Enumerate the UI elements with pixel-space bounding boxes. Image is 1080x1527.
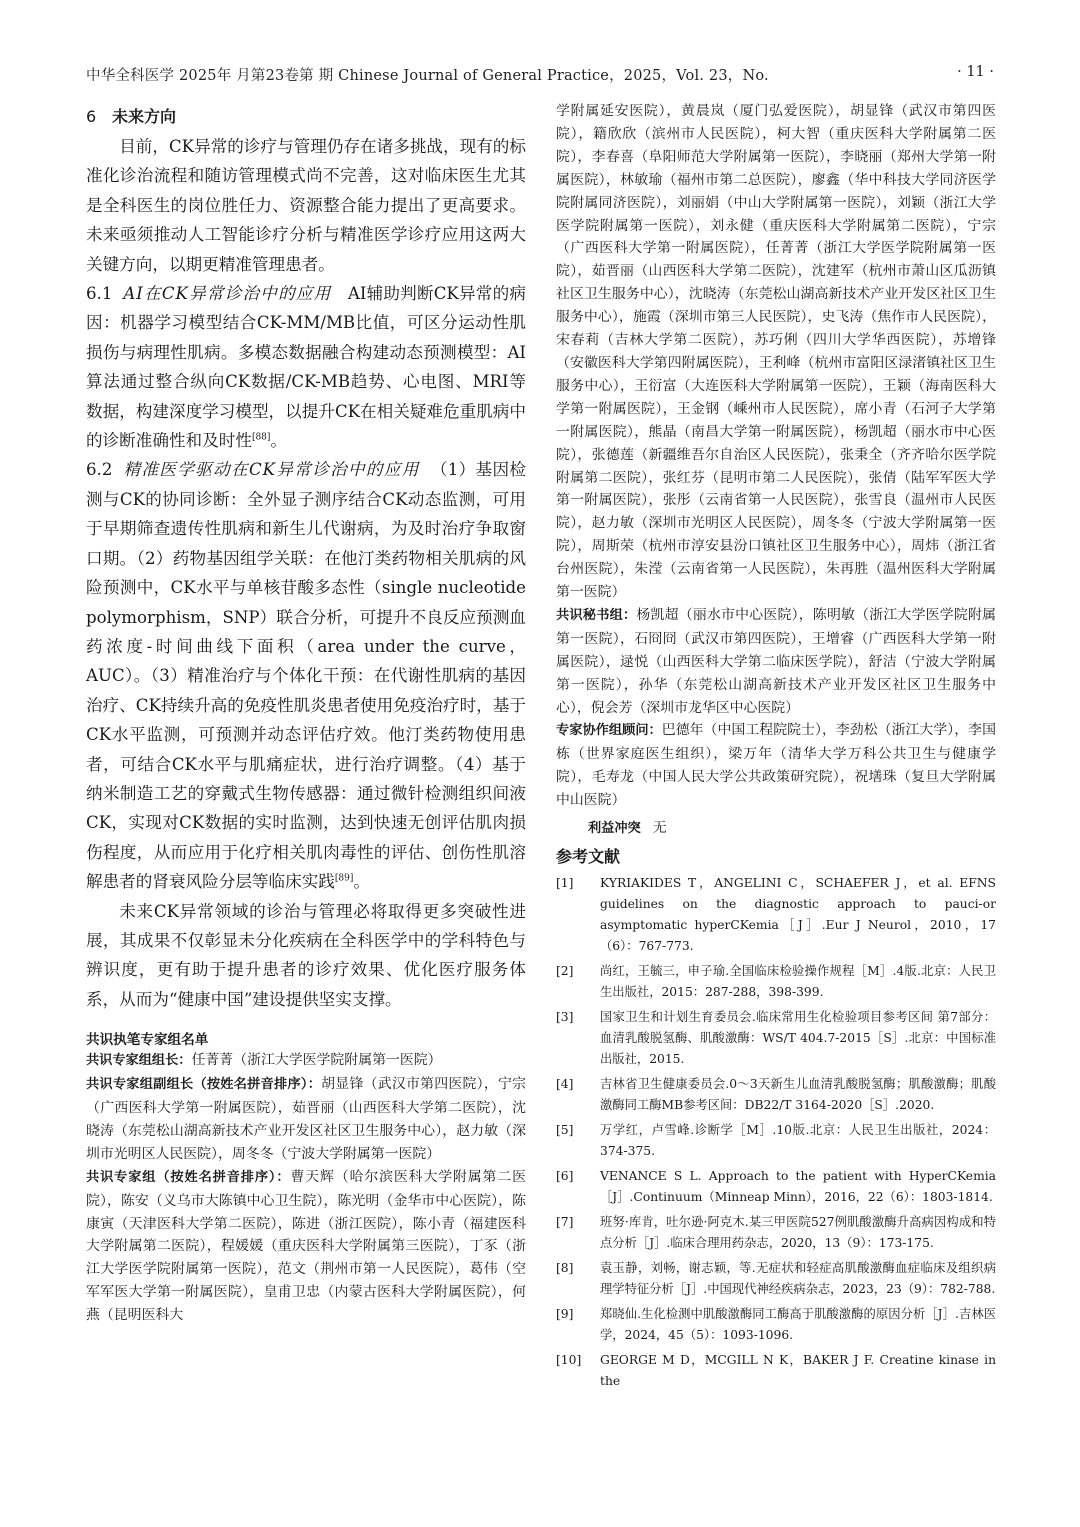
section-6-number: 6 [86, 107, 97, 126]
section-6-2-number: 6.2 [86, 460, 113, 480]
section-6-1-text: AI辅助判断CK异常的病因：机器学习模型结合CK-MM/MB比值，可区分运动性肌损伤与病理性肌病。多模态数据融合构建动态预测模型：AI算法通过整合纵向CK数据/CK-MB趋势、心电图、MRI等数据，构建深度学习模型，以提升CK在相关疑难危重肌病中的诊断准确性和及时性 [86, 284, 526, 451]
section-6-2-paragraph [86, 455, 526, 896]
conflict-label: 利益冲突 [588, 821, 641, 837]
reference-item [556, 1350, 996, 1392]
authors-block [86, 1049, 526, 1327]
authors-members-continued: 学附属延安医院），黄晨岚（厦门弘爱医院），胡显锋（武汉市第四医院），籍欣欣（滨州市人民医院），柯大智（重庆医科大学附属第二医院），李春喜（阜阳师范大学附属第一医院），李晓丽（郑州大学第一附属医院），林敏瑜（福州市第二总医院），廖鑫（华中科技大学同济医学院附属同济医院），刘丽娟（中山大学附属第一医院），刘颖（浙江大学医学院附属第一医院），刘永健（重庆医科大学附属第二医院），宁宗（广西医科大学第一附属医院），任菁菁（浙江大学医学院附属第一医院），茹晋丽（山西医科大学第二医院），沈建军（杭州市萧山区瓜沥镇社区卫生服务中心），沈晓涛（东莞松山湖高新技术产业开发区社区卫生服务中心），施霞（深圳市第三人民医院），史飞涛（焦作市人民医院），宋春莉（吉林大学第二医院），苏巧俐（四川大学华西医院），苏增锋（安徽医科大学第四附属医院），王利峰（杭州市富阳区渌渚镇社区卫生服务中心），王衍富（大连医科大学附属第一医院），王颖（海南医科大学第一附属医院），王金钢（嵊州市人民医院），席小青（石河子大学第一附属医院），熊晶（南昌大学第一附属医院），杨凯超（丽水市中心医院），张德莲（新疆维吾尔自治区人民医院），张秉全（齐齐哈尔医学院附属第二医院），张红芬（昆明市第二人民医院），张倩（陆军军医大学第一附属医院），张彤（云南省第一人民医院），张雪良（温州市人民医院），赵力敏（深圳市光明区人民医院），周冬冬（宁波大学附属第一医院），周斯荣（杭州市淳安县汾口镇社区卫生服务中心），周炜（浙江省台州医院），朱滢（云南省第一人民医院），朱再胜（温州医科大学附属第一医院） [556, 103, 996, 601]
authors-members-value-left: 曹天辉（哈尔滨医科大学附属第二医院），陈安（义乌市大陈镇中心卫生院），陈光明（金华市中心医院），陈康寅（天津医科大学第二医院），陈进（浙江医院），陈小青（福建医科大学附属第二医院），程媛媛（重庆医科大学附属第三医院），丁豕（浙江大学医学院附属第一医院），范文（荆州市第一人民医院），葛伟（空军军医大学第一附属医院），皇甫卫忠（内蒙古医科大学附属医院），何燕（昆明医科大 [86, 1168, 526, 1324]
reference-text: 尚红，王毓三，申子瑜.全国临床检验操作规程［M］.4版.北京：人民卫生出版社，2015：287-288，398-399. [600, 964, 996, 1000]
section-6-2-text: （1）基因检测与CK的协同诊断：全外显子测序结合CK动态监测，可用于早期筛查遗传性肌病和新生儿代谢病，为及时治疗争取窗口期。（2）药物基因组学关联：在他汀类药物相关肌病的风险预测中，CK水平与单核苷酸多态性（single nucleotide polymorphism，SNP）联合分析，可提升不良反应预测血药浓度-时间曲线下面积（area under the curve，AUC）。（3）精准治疗与个体化干预：在代谢性肌病的基因治疗、CK持续升高的免疫性肌炎患者使用免疫治疗时，基于CK水平监测，可预测并动态评估疗效。他汀类药物使用患者，可结合CK水平与肌痛症状，进行治疗调整。（4）基于纳米制造工艺的穿戴式生物传感器：通过微针检测组织间液CK，实现对CK数据的实时监测，达到快速无创评估肌肉损伤程度，从而应用于化疗相关肌肉毒性的评估、创伤性肌溶解患者的肾衰风险分层等临床实践 [86, 460, 526, 892]
reference-number: [7] [556, 1215, 574, 1230]
reference-text: KYRIAKIDES T，ANGELINI C，SCHAEFER J，et al. EFNS guidelines on the diagnostic approach to pauci-or asymptomatic hyperCKemia［J］.Eur J Neurol，2010，17（6）：767-773. [600, 876, 996, 954]
reference-number: [1] [556, 876, 574, 891]
section-6-closing: 未来CK异常领域的诊治与管理必将取得更多突破性进展，其成果不仅彰显未分化疾病在全科医学中的学科特色与辨识度，更有助于提升患者的诊疗效果、优化医疗服务体系，从而为“健康中国”建设提供坚实支撑。 [86, 901, 526, 1009]
reference-number: [8] [556, 1261, 574, 1276]
journal-citation: 中华全科医学 2025年 月第23卷第 期 Chinese Journal of General Practice，2025，Vol. 23，No. [86, 68, 769, 84]
reference-item [556, 1120, 996, 1162]
reference-text: 班努·库肯，吐尔逊·阿克木.某三甲医院527例肌酸激酶升高病因构成和特点分析［J］.临床合理用药杂志，2020，13（9）：173-175. [600, 1215, 996, 1251]
conflict-of-interest [588, 816, 996, 836]
authors-members-label: 共识专家组（按姓名拼音排序）： [86, 1169, 291, 1185]
page-number: · 11 · [957, 64, 994, 80]
section-6-title: 未来方向 [112, 107, 177, 126]
reference-item [556, 1212, 996, 1254]
reference-text: GEORGE M D，MCGILL N K，BAKER J F. Creatine kinase in the [600, 1353, 996, 1389]
section-6-1-title: AI在CK异常诊治中的应用 [123, 284, 332, 304]
section-6-2-title: 精准医学驱动在CK异常诊治中的应用 [123, 460, 420, 480]
authors-members [86, 1166, 526, 1327]
reference-text: VENANCE S L. Approach to the patient with HyperCKemia［J］.Continuum（Minneap Minn），2016，22（6）：1803-1814. [600, 1169, 996, 1205]
reference-item [556, 961, 996, 1003]
conflict-value: 无 [652, 820, 667, 837]
authors-advisor [556, 719, 996, 812]
left-column [86, 100, 526, 1327]
reference-text: 国家卫生和计划生育委员会.临床常用生化检验项目参考区间 第7部分：血清乳酸脱氢酶、肌酸激酶：WS/T 404.7-2015［S］.北京：中国标准出版社，2015. [600, 1010, 996, 1067]
reference-text: 万学红，卢雪峰.诊断学［M］.10版.北京：人民卫生出版社，2024：374-375. [600, 1123, 996, 1159]
authors-secretary-value: 杨凯超（丽水市中心医院），陈明敏（浙江大学医学院附属第一医院），石冏冏（武汉市第四医院），王增睿（广西医科大学第一附属医院），逯悦（山西医科大学第二临床医学院），舒洁（宁波大学附属第一医院），孙华（东莞松山湖高新技术产业开发区社区卫生服务中心），倪会芳（深圳市龙华区中心医院） [556, 606, 996, 716]
reference-text: 吉林省卫生健康委员会.0～3天新生儿血清乳酸脱氢酶；肌酸激酶；肌酸激酶同工酶MB参考区间：DB22/T 3164-2020［S］.2020. [600, 1077, 996, 1113]
authors-block-continued [556, 100, 996, 812]
authors-advisor-label: 专家协作组顾问： [556, 723, 662, 739]
reference-text: 郑晓仙.生化检测中肌酸激酶同工酶高于肌酸激酶的原因分析［J］.吉林医学，2024，45（5）：1093-1096. [600, 1307, 996, 1343]
reference-number: [3] [556, 1010, 574, 1025]
citation-89[interactable]: [89] [334, 873, 354, 884]
reference-number: [9] [556, 1307, 574, 1322]
reference-item [556, 1074, 996, 1116]
authors-leader-value: 任菁菁（浙江大学医学院附属第一医院） [191, 1052, 442, 1069]
authors-advisor-value: 巴德年（中国工程院院士），李劲松（浙江大学），李国栋（世界家庭医生组织），梁万年（清华大学万科公共卫生与健康学院），毛寿龙（中国人民大学公共政策研究院），祝墡珠（复旦大学附属中山医院） [556, 722, 996, 809]
reference-number: [5] [556, 1123, 574, 1138]
section-6-1-number: 6.1 [86, 284, 113, 304]
section-6-heading [86, 104, 526, 127]
reference-item [556, 1304, 996, 1346]
reference-item [556, 1258, 996, 1300]
reference-number: [10] [556, 1353, 582, 1368]
reference-text: 袁玉静，刘畅，谢志颖，等.无症状和轻症高肌酸激酶血症临床及组织病理学特征分析［J］.中国现代神经疾病杂志，2023，23（9）：782-788. [600, 1261, 996, 1297]
sentence-end: 。 [353, 872, 370, 892]
reference-number: [4] [556, 1077, 574, 1092]
authors-deputy-value: 胡显锋（武汉市第四医院），宁宗（广西医科大学第一附属医院），茹晋丽（山西医科大学第二医院），沈晓涛（东莞松山湖高新技术产业开发区社区卫生服务中心），赵力敏（深圳市光明区人民医院），周冬冬（宁波大学附属第一医院） [86, 1076, 526, 1162]
authors-secretary-label: 共识秘书组： [556, 607, 637, 623]
section-6-1-paragraph [86, 279, 526, 455]
right-column [556, 100, 996, 1396]
authors-deputy-label: 共识专家组副组长（按姓名拼音排序）： [86, 1077, 322, 1093]
references-list [556, 873, 996, 1392]
running-head [86, 64, 994, 88]
references-title: 参考文献 [556, 847, 621, 867]
authors-leader [86, 1049, 526, 1073]
reference-item [556, 873, 996, 957]
reference-number: [2] [556, 964, 574, 979]
reference-item [556, 1166, 996, 1208]
authors-deputy [86, 1073, 526, 1166]
authors-secretary [556, 604, 996, 720]
authors-leader-label: 共识专家组组长： [86, 1053, 192, 1069]
reference-number: [6] [556, 1169, 574, 1184]
citation-88[interactable]: [88] [251, 432, 271, 443]
authors-title: 共识执笔专家组名单 [86, 1032, 209, 1049]
reference-item [556, 1007, 996, 1070]
sentence-end: 。 [270, 431, 288, 451]
section-6-intro: 目前，CK异常的诊疗与管理仍存在诸多挑战，现有的标准化诊治流程和随访管理模式尚不完善，这对临床医生尤其是全科医生的岗位胜任力、资源整合能力提出了更高要求。未来亟须推动人工智能诊疗分析与精准医学诊疗应用这两大关键方向，以期更精准管理患者。 [86, 137, 526, 274]
